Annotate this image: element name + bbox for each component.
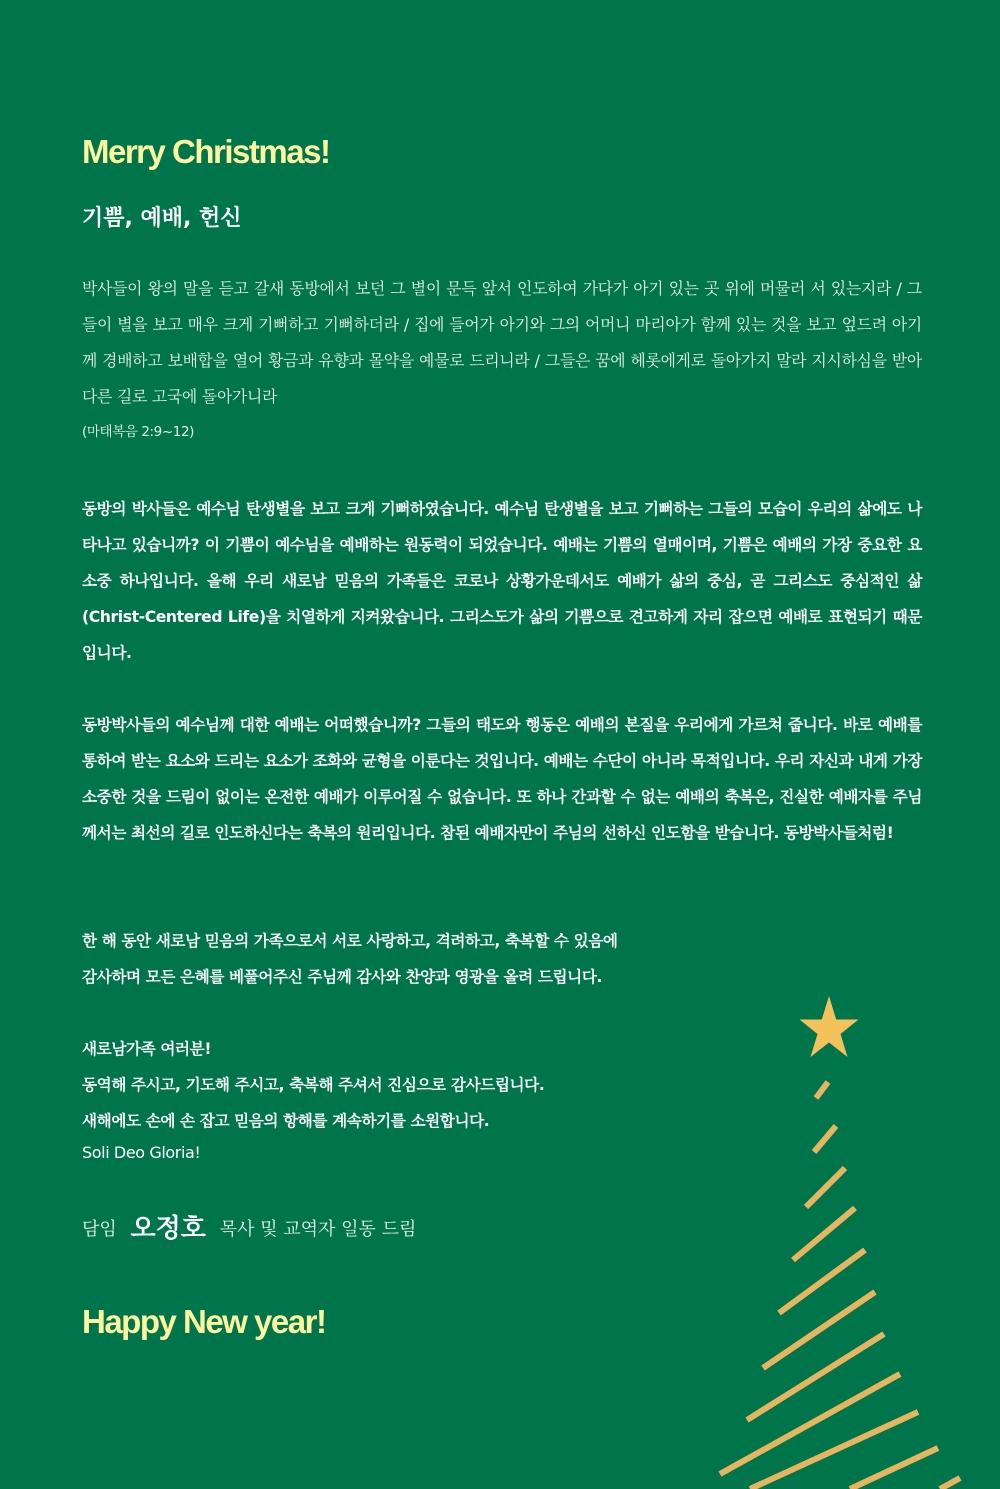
subheading: 기쁨, 예배, 헌신: [82, 206, 242, 231]
scripture-text: 박사들이 왕의 말을 듣고 갈새 동방에서 보던 그 별이 문득 앞서 인도하여 가다가 아기 있는 곳 위에 머물러 서 있는지라 / 그들이 별을 보고 매우 크게 기뻐하고 기뻐하더라 / 집에 들어가 아기와 그의 어머니 마리아가 함께 있는 것을 보고 엎드려 아기께 경배하고 보배합을 열어 황금과 유향과 몰약을 예물로 드리니라 / 그들은 꿈에 헤롯에게로 돌아가지 말라 지시하심을 받아 다른 길로 고국에 돌아가니라: [82, 279, 922, 406]
footer-heading: Happy New year!: [82, 1303, 326, 1340]
thanks-line-2: 감사하며 모든 은혜를 베풀어주신 주님께 감사와 찬양과 영광을 올려 드립니다.: [82, 968, 603, 986]
paragraph-greeting: [82, 1031, 922, 1139]
paragraph-thanks: [82, 923, 922, 995]
scripture-reference: (마태복음 2:9~12): [82, 424, 195, 440]
signature-suffix: 목사 및 교역자 일동 드림: [219, 1219, 417, 1240]
closing-phrase: Soli Deo Gloria!: [82, 1143, 201, 1162]
tree-stripe: [793, 1208, 855, 1260]
paragraph-worship: 동방박사들의 예수님께 대한 예배는 어떠했습니까? 그들의 태도와 행동은 예배의 본질을 우리에게 가르쳐 줍니다. 바로 예배를 통하여 받는 요소와 드리는 요소가 조화와 균형을 이룬다는 것입니다. 예배는 수단이 아니라 목적입니다. 우리 자신과 내게 가장 소중한 것을 드림이 없이는 온전한 예배가 이루어질 수 없습니다. 또 하나 간과할 수 없는 예배의 축복은, 진실한 예배자를 주님께서는 최선의 길로 인도하신다는 축복의 원리입니다. 참된 예배자만이 주님의 선하신 인도함을 받습니다. 동방박사들처럼!: [82, 716, 922, 842]
tree-stripe: [750, 1412, 918, 1489]
greeting-line-3: 새해에도 손에 손 잡고 믿음의 항해를 계속하기를 소원합니다.: [82, 1112, 490, 1130]
signature-prefix: 담임: [82, 1219, 117, 1240]
signature-name: 오정호: [130, 1214, 206, 1244]
thanks-line-1: 한 해 동안 새로남 믿음의 가족으로서 서로 사랑하고, 격려하고, 축복할 수 있음에: [82, 932, 618, 950]
tree-stripe: [779, 1250, 865, 1313]
tree-stripe: [747, 1334, 884, 1420]
heading: Merry Christmas!: [82, 133, 330, 170]
greeting-line-2: 동역해 주시고, 기도해 주시고, 축복해 주셔서 진심으로 감사드립니다.: [82, 1076, 545, 1094]
tree-stripe: [763, 1292, 875, 1368]
tree-stripe: [850, 1448, 938, 1489]
tree-stripes: [720, 1082, 960, 1489]
tree-stripe: [806, 1168, 845, 1207]
signature: [82, 1206, 416, 1243]
tree-stripe: [940, 1478, 960, 1489]
paragraph-joy: 동방의 박사들은 예수님 탄생별을 보고 크게 기뻐하였습니다. 예수님 탄생별을 보고 기뻐하는 그들의 모습이 우리의 삶에도 나타나고 있습니까? 이 기쁨이 예수님을 예배하는 원동력이 되었습니다. 예배는 기쁨의 열매이며, 기쁨은 예배의 가장 중요한 요소중 하나입니다. 올해 우리 새로남 믿음의 가족들은 코로나 상황가운데서도 예배가 삶의 중심, 곧 그리스도 중심적인 삶(Christ-Centered Life)을 치열하게 지켜왔습니다. 그리스도가 삶의 기쁨으로 견고하게 자리 잡으면 예배로 표현되기 때문입니다.: [82, 500, 922, 662]
greeting-line-1: 새로남가족 여러분!: [82, 1040, 212, 1058]
tree-stripe: [720, 1374, 900, 1474]
